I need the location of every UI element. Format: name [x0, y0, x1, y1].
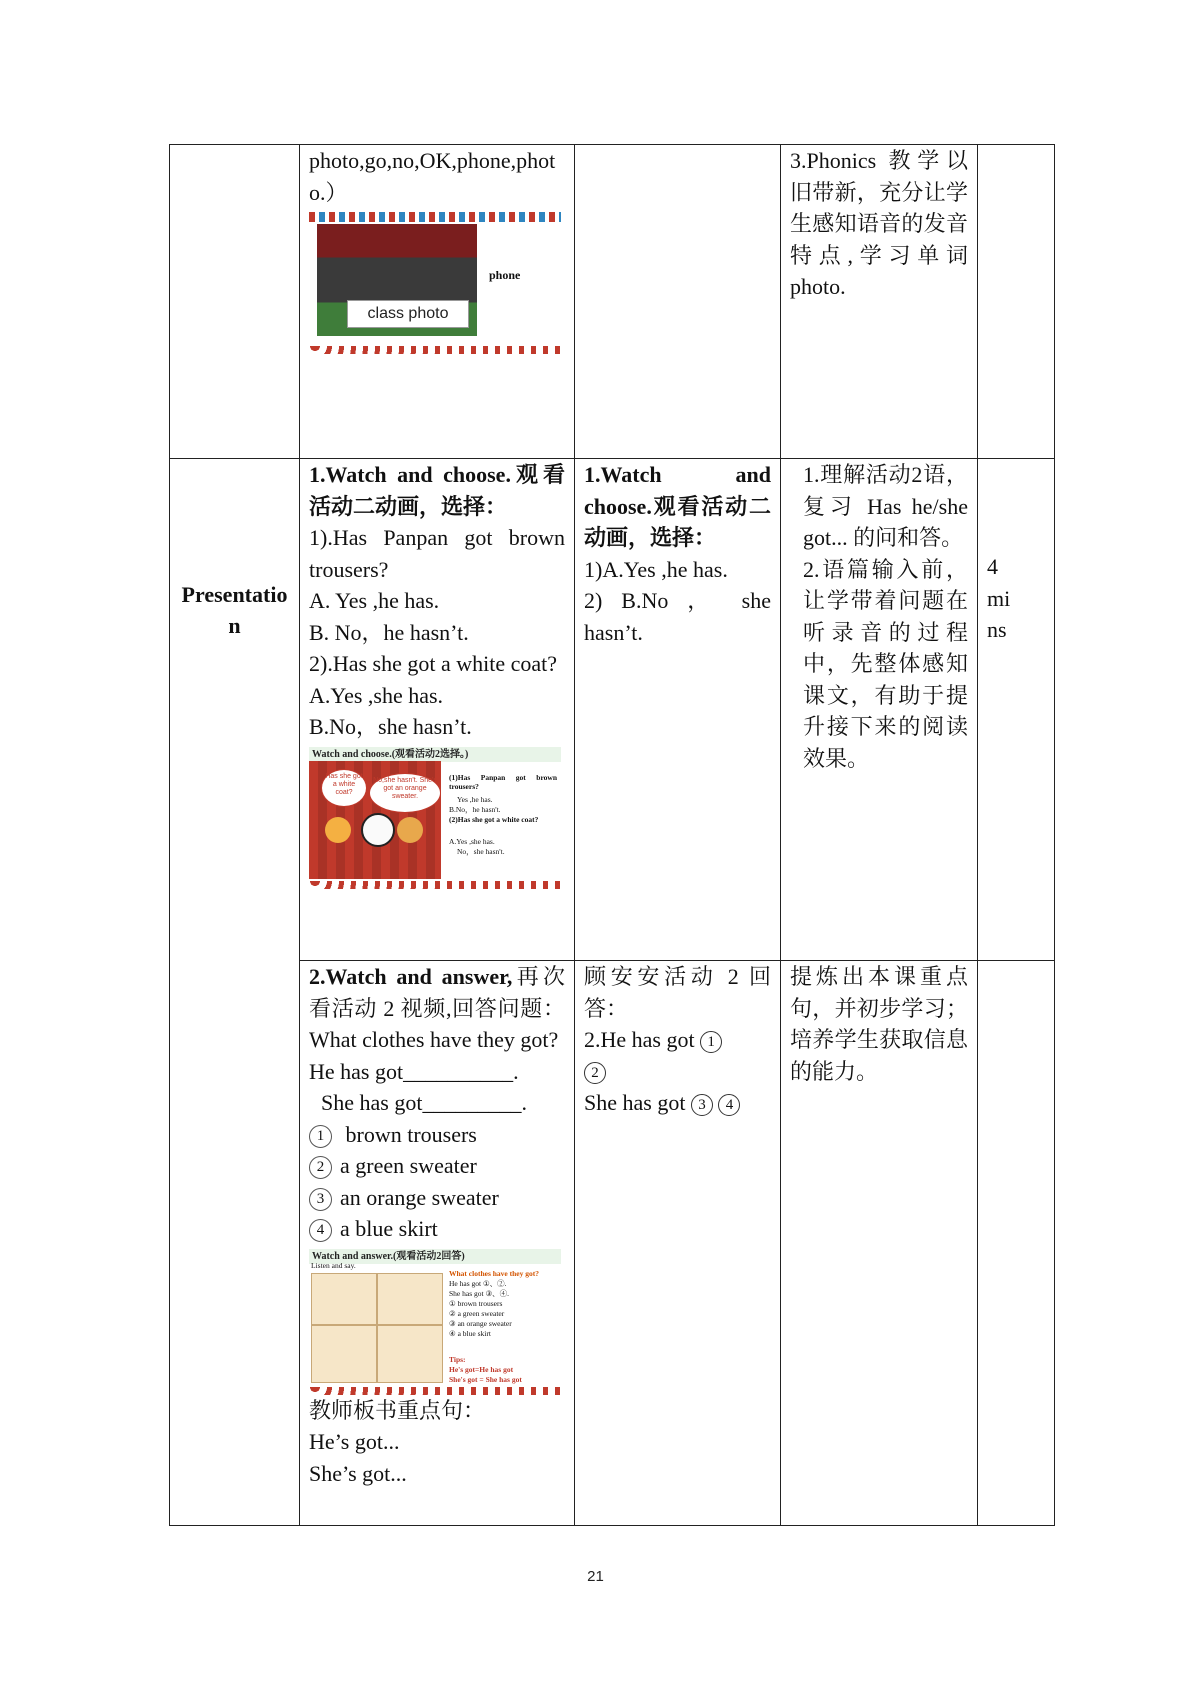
- boy-figure: [397, 817, 423, 843]
- activity-title: 1.Watch and choose.观看活动二动画，选择：: [584, 462, 771, 550]
- class-photo-caption: class photo: [347, 300, 469, 328]
- student-activity-cell: [575, 459, 781, 961]
- slide-option: ③ an orange sweater: [449, 1318, 512, 1328]
- time-value: 4 mins: [987, 554, 1011, 642]
- slide-question: What clothes have they got?: [449, 1268, 539, 1278]
- purpose-cell: [781, 145, 978, 459]
- purpose-text: 提炼出本课重点句，并初步学习；培养学生获取信息的能力。: [790, 964, 968, 1084]
- slide-title: Watch and choose.(观看活动2选择。): [309, 747, 561, 762]
- activity-title: 2.Watch and answer,: [309, 964, 513, 989]
- slide-option: ② a green sweater: [449, 1308, 505, 1318]
- watch-choose-slide: [309, 747, 561, 889]
- comic-panel: [377, 1273, 443, 1325]
- answer-number: 1: [700, 1031, 722, 1053]
- answer-prefix: 2.He has got: [584, 1027, 695, 1052]
- slide-option: No，she hasn't.: [457, 846, 505, 856]
- time-cell: [978, 459, 1055, 961]
- answer-2: 2) B.No ， she hasn’t.: [584, 588, 771, 645]
- comic-panel: [377, 1325, 443, 1383]
- answer-1: 1)A.Yes ,he has.: [584, 556, 728, 582]
- slide-question-1: (1)Has Panpan got brown trousers?: [449, 772, 557, 791]
- option-text: a green sweater: [340, 1153, 477, 1178]
- purpose-2: 2.语篇输入前，让学带着问题在听录音的过程中，先整体感知课文，有助于提升接下来的阅读效果。: [803, 556, 968, 771]
- stage-cell: [170, 459, 300, 1526]
- question-2: 2).Has she got a white coat?: [309, 651, 558, 676]
- option-text: an orange sweater: [340, 1184, 499, 1210]
- board-sentence-1: He’s got...: [309, 1429, 400, 1454]
- purpose-1: 1.理解活动2语，复习 Has he/she got... 的问和答。: [803, 462, 968, 550]
- answer-number: 3: [691, 1094, 713, 1116]
- phonics-purpose: 3.Phonics 教学以旧带新，充分让学生感知语音的发音特点,学习单词 photo.: [790, 148, 968, 299]
- slide-option: B.No，he hasn't.: [449, 804, 501, 814]
- time-cell: [978, 145, 1055, 459]
- option-number: 4: [309, 1219, 332, 1242]
- option-text: a blue skirt: [340, 1216, 438, 1241]
- activity-title: 1.Watch and choose.观看活动二动画，选择：: [309, 462, 565, 519]
- student-activity-cell: [575, 145, 781, 459]
- comic-panel: [311, 1273, 377, 1325]
- slide-option: A.Yes ,she has.: [449, 836, 495, 846]
- activity-title-rest: 再次看活动 2 视频,回答问题： What clothes have they got?: [309, 964, 565, 1052]
- student-answer-intro: 顾安安活动 2 回答：: [584, 964, 771, 1021]
- option-2a: A.Yes ,she has.: [309, 682, 444, 708]
- slide-tip: She's got = She has got: [449, 1374, 522, 1384]
- option-number: 1: [309, 1125, 332, 1148]
- time-cell: [978, 961, 1055, 1526]
- slide-title: Watch and answer.(观看活动2回答): [309, 1249, 561, 1264]
- option-2b: B.No，she hasn’t.: [309, 714, 472, 739]
- table-row: [170, 145, 1055, 459]
- purpose-cell: [781, 961, 978, 1526]
- panda-figure: [361, 813, 395, 847]
- slide-border-top: [309, 212, 561, 222]
- watch-answer-slide: [309, 1249, 561, 1395]
- phonics-words: photo,go,no,OK,phone,photo.）: [309, 148, 556, 205]
- lesson-plan-table: [169, 144, 1055, 1526]
- option-number: 3: [309, 1188, 332, 1211]
- girl-figure: [325, 817, 351, 843]
- slide-option: ① brown trousers: [449, 1298, 503, 1308]
- slide-question-2: (2)Has she got a white coat?: [449, 814, 539, 824]
- phone-word: phone: [489, 268, 521, 282]
- table-row: [170, 961, 1055, 1526]
- teacher-activity-cell: [300, 961, 575, 1526]
- slide-option: ④ a blue skirt: [449, 1328, 491, 1338]
- class-photo-slide: [309, 212, 561, 362]
- slide-option: Yes ,he has.: [457, 794, 493, 804]
- stage-cell: [170, 145, 300, 459]
- page-number: 21: [587, 1568, 604, 1585]
- slide-tips: Tips:: [449, 1354, 466, 1364]
- speech-bubble: Has she got a white coat?: [321, 769, 367, 807]
- slide-tip: He's got=He has got: [449, 1364, 514, 1374]
- fill-blank-2: She has got_________.: [321, 1090, 527, 1115]
- answer-prefix: She has got: [584, 1090, 686, 1115]
- question-1: 1).Has Panpan got brown trousers?: [309, 525, 565, 582]
- board-label: 教师板书重点句：: [309, 1397, 486, 1423]
- slide-line: She has got ③、④.: [449, 1288, 510, 1298]
- option-text: brown trousers: [345, 1121, 477, 1147]
- answer-number: 4: [718, 1094, 740, 1116]
- teacher-activity-cell: [300, 459, 575, 961]
- slide-subtitle: Listen and say.: [311, 1260, 356, 1270]
- comic-panel: [311, 1325, 377, 1383]
- speech-bubble: No,she hasn't. She's got an orange sweater.: [369, 773, 441, 813]
- purpose-cell: [781, 459, 978, 961]
- option-1b: B. No，he hasn’t.: [309, 619, 469, 645]
- student-activity-cell: [575, 961, 781, 1526]
- slide-border-bottom: [309, 346, 561, 354]
- stage-label: Presentation: [181, 581, 288, 638]
- board-sentence-2: She’s got...: [309, 1460, 407, 1486]
- option-1a: A. Yes ,he has.: [309, 588, 440, 613]
- table-row: [170, 459, 1055, 961]
- option-number: 2: [309, 1156, 332, 1179]
- teacher-activity-cell: [300, 145, 575, 459]
- slide-border-bottom: [309, 881, 561, 889]
- answer-number: 2: [584, 1062, 606, 1084]
- fill-blank-1: He has got__________.: [309, 1058, 519, 1084]
- slide-line: He has got ①、②.: [449, 1278, 507, 1288]
- slide-border-bottom: [309, 1387, 561, 1395]
